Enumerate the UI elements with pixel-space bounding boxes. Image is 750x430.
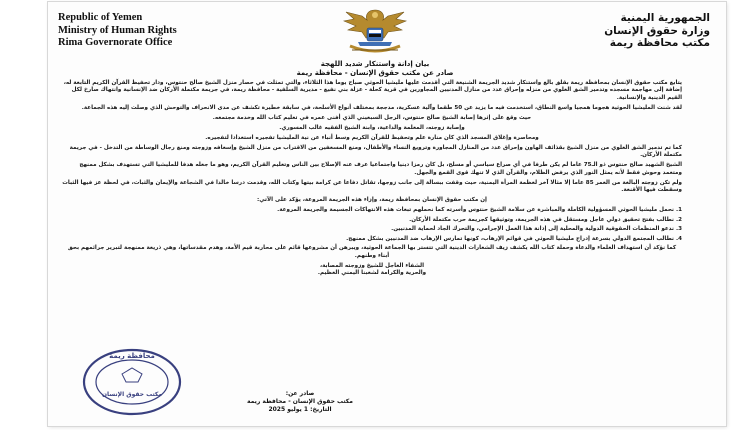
header-ar-line-2: وزارة حقوق الإنسان [604,24,710,37]
paragraph: وإصابة زوجته، المعلمة والداعية، وابنة الشيخ الفقيه غالب المسوري. [279,124,465,131]
signature-office: مكتب حقوق الإنسان - محافظة ريمة [246,398,354,405]
header-english [58,12,278,50]
closing-line: والحرية والكرامة لشعبنا اليمني العظيم. [317,270,427,277]
yemen-eagle-emblem-icon [340,4,410,60]
statement-body [62,80,682,280]
stamp-inner-text: مكتب حقوق الإنسان [101,391,163,398]
list-item: 3. ندعو المنظمات الحقوقية الدولية والمحلية إلى إدانة هذا العمل الإجرامي، والتحرك الجاد لحماية المدنيين. [391,226,682,233]
header-ar-line-3: مكتب محافظة ريمة [609,37,710,49]
header-en-line-3: Rima Governorate Office [58,37,173,48]
paragraph: ومحاصرة وإغلاق المسجد الذي كان منارة علم وتحفيظ للقرآن الكريم وسط أنباء عن نية المليشيا تفجيره استعدادا لتفجيره. [205,134,539,141]
paragraph: لقد شنت المليشيا الحوثية هجوما همجيا واسع النطاق، استخدمت فيه ما يزيد عن 50 طقما وآلية عسكرية، مدججة بمختلف أنواع الأسلحة، في سابقة خطيرة تكشف عن مدى الانحراف والتوحش الذي وصلت إليه هذه الجماعة. [81,104,682,111]
stamp-ring-text: محافظة ريمة [109,352,155,360]
paragraph: حيث وقع على إثرها إصابة الشيخ صالح حنتوس، الرجل السبعيني الذي أفنى عمره في تعليم كتاب الله وخدمة مجتمعه. [212,114,532,121]
paragraph: يتابع مكتب حقوق الإنسان بمحافظة ريمة بقلق بالغ واستنكار شديد الجريمة الشنيعة التي أقدمت عليها مليشيا الحوثي صباح يوما هذا الثلاثاء، والتي تمثلت في حصار منزل الشيخ صالح حنتوس، ودار تحفيظ القرآن الكريم التابعة له، إضافة إلى مهاجمة مسجده وتدمير الشق العلوي من منزله وإحراق عدد من منازل المدنيين المجاورين في قرية كحلة - عزلة بني نفيع - مديرية السلفية - محافظة ريمة، في جريمة مكتملة الأركان ضد الإنسانية وانتهاك صارخ لكل القيم الدينية والإنسانية. [63,80,682,101]
office-stamp-icon [80,346,184,418]
signature-date: التاريخ: 1 يوليو 2025 [268,406,332,413]
statement-title: بيان إدانة واستنكار شديد اللهجة [320,60,430,68]
closing-paragraph: كما نؤكد أن استهداف العلماء والدعاة وحملة كتاب الله يكشف زيف الشعارات الدينية التي تتستر بها الجماعة الحوثية، ويبرهن أن مشروعها قائم على محاربة قيم الأمة، وهدم مقدساتها، وهي ذريعة ممنهجة لتبرير جرائمهم بحق أبناء وطنهم. [67,245,677,259]
paragraph: كما تم تدمير الشق العلوي من منزل الشيخ بقذائف الهاون وإحراق عدد من المنازل المجاورة وترويع النساء والأطفال، ومنع المسعفين من الاقتراب من منزل الشيخ وإسعافه وزوجته ومنع رجال الوساطة من التدخل - في جريمة مكتملة الأركان. [69,144,682,159]
header-en-line-1: Republic of Yemen [58,12,143,23]
paragraph: إن مكتب حقوق الإنسان بمحافظة ريمة، وإزاء هذه الجريمة المروعة، يؤكد على الآتي: [257,197,487,204]
paragraph: الشيخ الشهيد صالح حنتوس ذو الـ75 عاما لم يكن طرفا في أي صراع سياسي أو مسلح، بل كان رمزا دينيا واجتماعيا عرف عنه الإصلاح بين الناس وتعليم القرآن الكريم، وهو ما جعله هدفا للمليشيا التي تستهدف بشكل ممنهج ومتعمد وحوش فقط لأنه يمثل النور الذي يرفض الظلام، والقرآن الذي لا تنهك قوى القمع والجهل. [79,162,682,176]
paragraph: ولم تكن زوجته البالغة من العمر 85 عاما إلا مثالا آخر لعظمة المرأة اليمنية، حيث وقفت ببسالة إلى جانب زوجها، تقاتل دفاعا عن كرامة بيتها وكتاب الله، وقدمت درسا خالدا في الشجاعة والإيمان والثبات، في لحظة عز فيها الثبات وسقطت فيها الأقنعة. [62,179,682,194]
list-item: 1. نحمل مليشيا الحوثي المسؤولية الكاملة والمباشرة عن سلامة الشيخ حنتوس وأسرته كما نحملهم تبعات هذه الانتهاكات الجسيمة والجريمة المروعة. [277,207,682,214]
demands-list [62,207,682,243]
signature-block [200,390,400,414]
header-ar-line-1: الجمهورية اليمنية [620,12,710,24]
list-item: 2. نطالب بفتح تحقيق دولي عاجل ومستقل في هذه الجريمة، وتوثيقها كجريمة حرب مكتملة الأركان. [409,216,682,223]
closing-line: الشفاء العاجل للشيخ وزوجته المصابة، [319,262,425,269]
statement-issuer: صادر عن مكتب حقوق الإنسان - محافظة ريمة [296,69,454,77]
list-item: 4. نطالب المجتمع الدولي بسرعة إدراج مليشيا الحوثي في قوائم الإرهاب، كونها تمارس الإرهاب ضد المدنيين بشكل ممنهج. [346,235,682,242]
signature-label: صادر عن: [285,390,315,397]
header-en-line-2: Ministry of Human Rights [58,24,177,36]
header-arabic [500,12,710,50]
